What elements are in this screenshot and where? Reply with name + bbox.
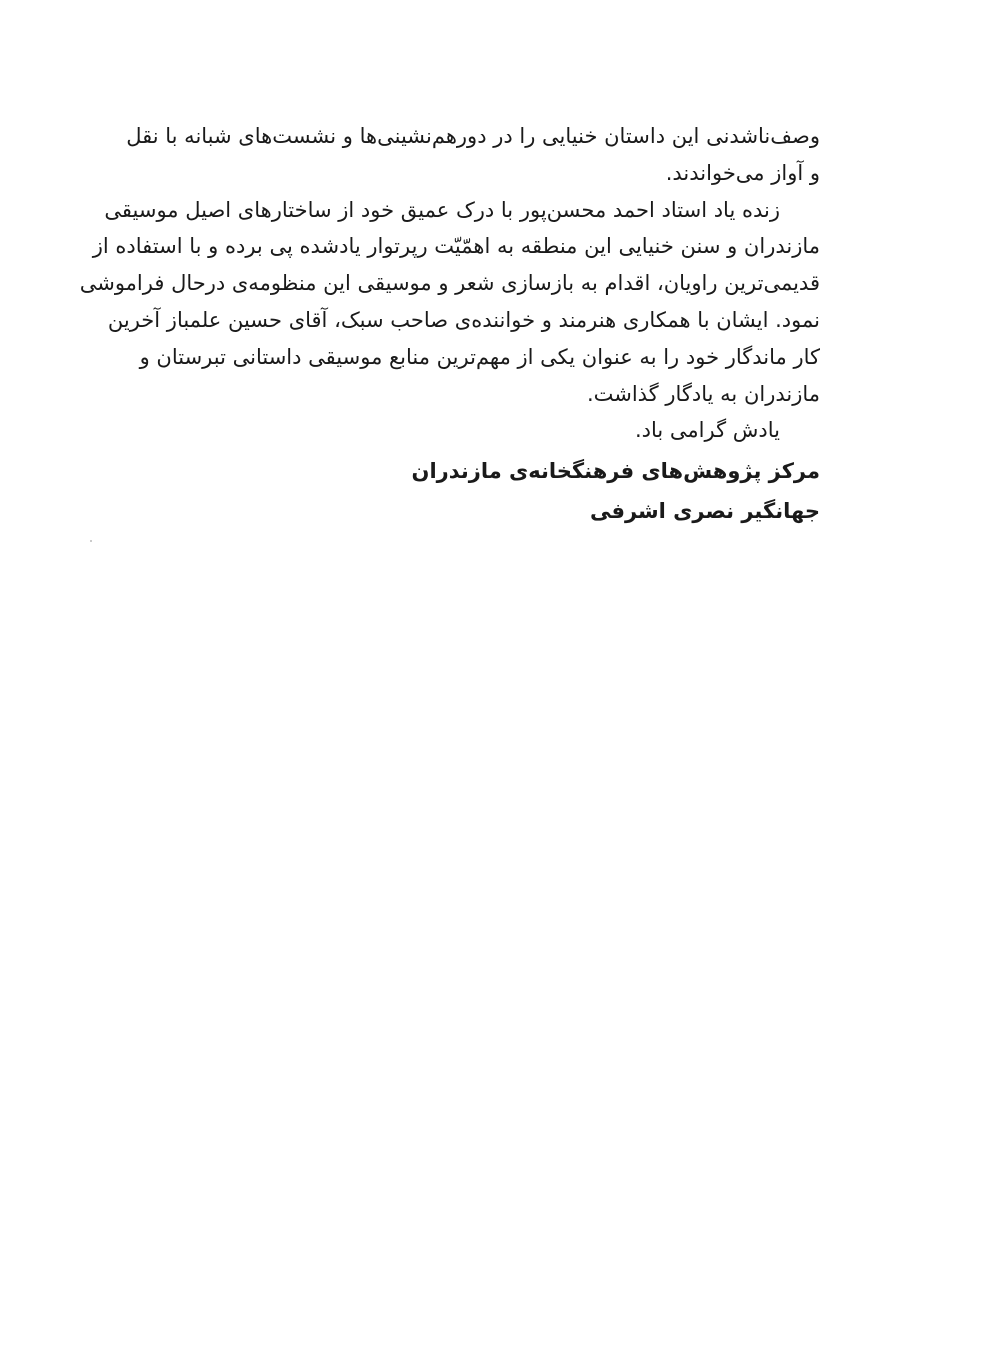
signature-organization: مرکز پژوهش‌های فرهنگخانه‌ی مازندران (411, 459, 820, 483)
text-line: قدیمی‌ترین راویان، اقدام به بازسازی شعر و موسیقی این منظومه‌ی درحال فراموشی (79, 271, 820, 296)
text-line: زنده یاد استاد احمد محسن‌پور با درک عمیق خود از ساختارهای اصیل موسیقی (104, 197, 780, 222)
text-line: وصف‌ناشدنی این داستان خنیایی را در دورهم‌نشینی‌ها و نشست‌های شبانه با نقل (126, 124, 820, 148)
text-line: مازندران به یادگار گذاشت. (586, 381, 820, 406)
body-text (79, 118, 820, 449)
text-line: مازندران و سنن خنیایی این منطقه به اهمّیّت رپرتوار یادشده پی برده و با استفاده از (92, 234, 820, 259)
text-line: کار ماندگار خود را به عنوان یکی از مهم‌ترین منابع موسیقی داستانی تبرستان و (139, 344, 820, 369)
text-line: یادش گرامی باد. (634, 418, 780, 443)
signature-block (412, 451, 820, 531)
scan-speck (90, 540, 92, 542)
text-line: نمود. ایشان با همکاری هنرمند و خواننده‌ی صاحب سبک، آقای حسین علمباز آخرین (107, 307, 820, 332)
text-line: و آواز می‌خواندند. (665, 160, 820, 185)
signature-author: جهانگیر نصری اشرفی (589, 499, 820, 523)
